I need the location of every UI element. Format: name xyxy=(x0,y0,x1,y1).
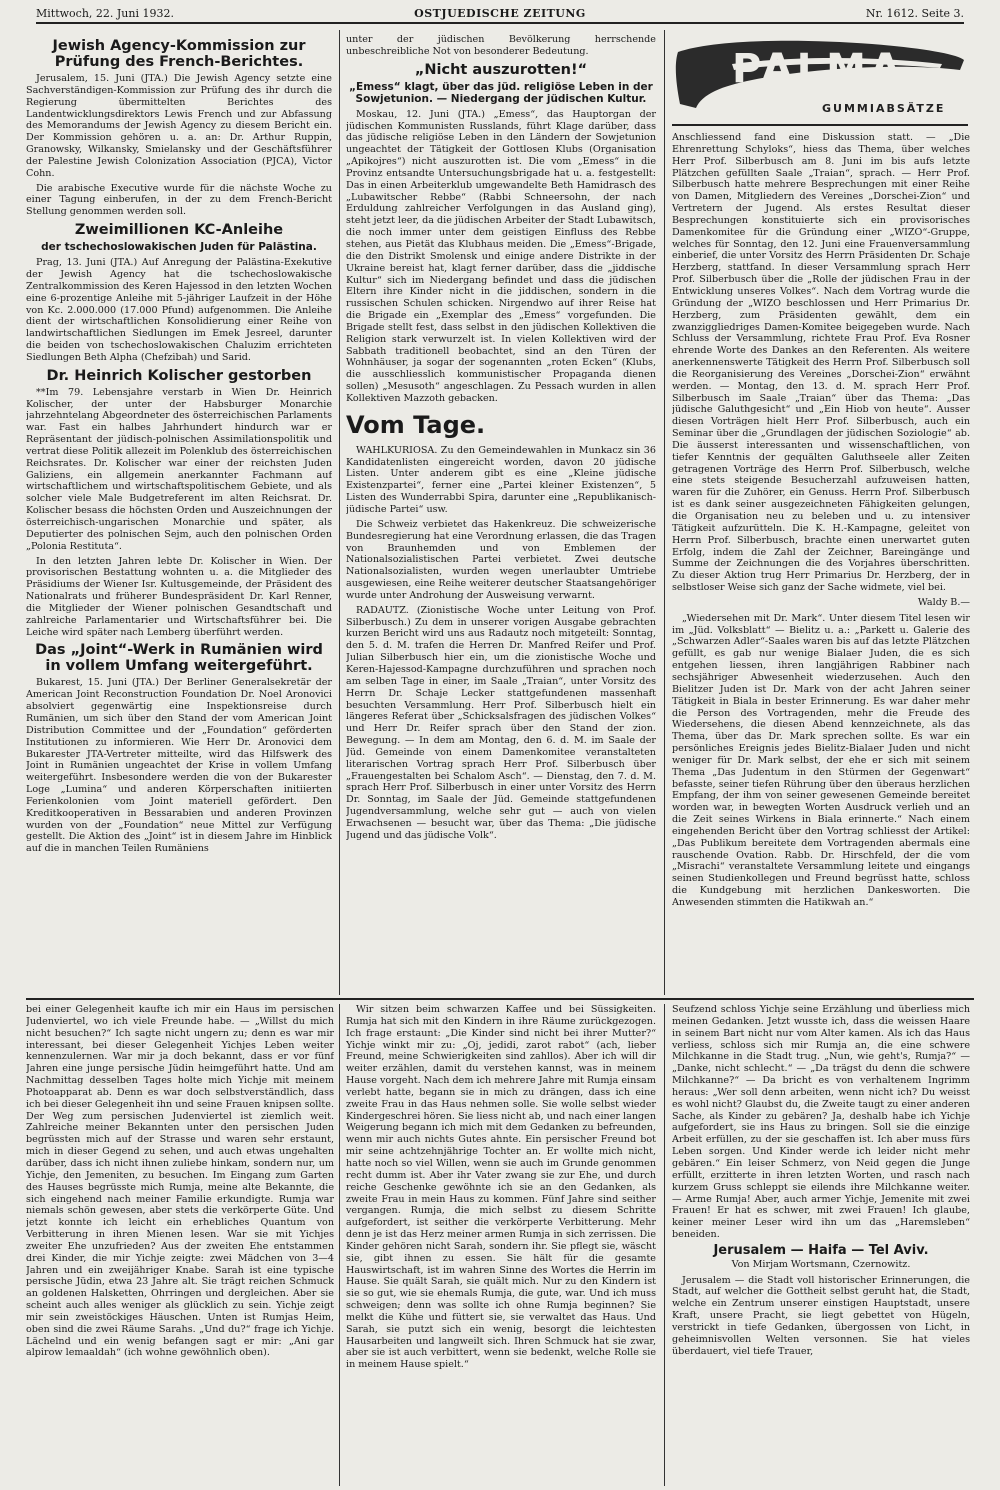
column-3 xyxy=(672,132,970,994)
article-paragraph: Jerusalem — die Stadt voll historischer Erinnerungen, die Stadt, auf welcher die Gottheit selbst geruht hat, die Stadt, welche ein Zentrum unserer einstigen Hauptstadt, unsere Kraft, unsere Pracht, sie liegt gebettet von Hügeln, verstrickt in tiefe Gedanken, übergossen von Licht, in geheimnisvollen Welten versonnen. Sie hat vieles überdauert, viel tiefe Trauer, xyxy=(672,1274,970,1357)
headline-joint-rumaenien: Das „Joint“-Werk in Rumänien wird in vollem Umfang weitergeführt. xyxy=(35,642,323,675)
article-paragraph: Die Schweiz verbietet das Hakenkreuz. Die schweizerische Bundesregierung hat eine Verordnung erlassen, die das Tragen von Braunhemden und von Emblemen der Nationalsozialistischen Partei verbietet. Zwei deutsche Nationalsozialisten, wurden wegen unerlaubter Umtriebe ausgewiesen, eine Reihe weiterer deutscher Staatsangehöriger wurde unter Androhung der Ausweisung verwarnt. xyxy=(346,518,656,601)
column-divider xyxy=(664,30,665,995)
headline-kolischer: Dr. Heinrich Kolischer gestorben xyxy=(46,367,312,384)
article-paragraph: In den letzten Jahren lebte Dr. Kolischer in Wien. Der provisorischen Bestattung wohnten u. a. die Mitglieder des Präsidiums der Wiener Isr. Kultusgemeinde, der Präsident des Nationalrats und früherer Bundespräsident Dr. Karl Renner, die Mitglieder der Wiener polnischen Gesandtschaft und zahlreiche Parlamentarier und Wirtschaftsführer bei. Die Leiche wird später nach Lemberg überführt werden. xyxy=(26,555,332,638)
article-byline: Von Mirjam Wortsmann, Czernowitz. xyxy=(731,1258,911,1270)
headline-jewish-agency: Jewish Agency-Kommission zur Prüfung des French-Berichtes. xyxy=(52,38,306,70)
headline-jerusalem-haifa: Jerusalem — Haifa — Tel Aviv. xyxy=(713,1242,929,1258)
serial-column-2 xyxy=(346,1004,656,1486)
column-divider xyxy=(339,1004,340,1486)
article-paragraph: „Wiedersehen mit Dr. Mark“. Unter diesem Titel lesen wir im „Jüd. Volksblatt“ — Bielitz u. a.: „Parkett u. Galerie des „Schwarzen Adler“-Saales waren bis auf das letzte Plätzchen gefüllt, es gab nur wenige Bialaer Juden, die es sich entgehen liessen, ihren langjährigen Rabbiner nach sechsjähriger Abwesenheit wiederzusehen. Auch den Bielitzer Juden ist Dr. Mark von der acht Jahren seiner Tätigkeit in Biala in bester Erinnerung. Es war daher mehr die Person des Vortragenden, mehr die Freude des Wiedersehens, die diesen Abend kennzeichnete, als das Thema, über das Dr. Mark sprechen sollte. Es war ein persönliches Ereignis jedes Bielitz-Bialaer Juden und nicht weniger für Dr. Mark selbst, der ehe er sich mit seinem Thema „Das Judentum in den Stürmen der Gegenwart“ befasste, seiner tiefen Rührung über den überaus herzlichen Empfang, der ihm von seiner gewesenen Gemeinde bereitet worden war, in bewegten Worten Ausdruck verlieh und an die Zeit seines Wirkens in Biala erinnerte.“ Nach einem eingehenden Bericht über den Vortrag schliesst der Artikel: „Das Publikum bereitete dem Vortragenden abermals eine rauschende Ovation. Rabb. Dr. Hirschfeld, der die vom „Misrachi“ veranstaltete Versammlung leitete und eingangs seinen Studienkollegen und Freund begrüsst hatte, schloss die Kundgebung mit herzlichen Dankesworten. Die Anwesenden stimmten die Hatikwah an.“ xyxy=(672,612,970,908)
article-paragraph: RADAUTZ. (Zionistische Woche unter Leitung von Prof. Silberbusch.) Zu dem in unserer vorigen Ausgabe gebrachten kurzen Bericht wird uns aus Radautz noch mitgeteilt: Sonntag, den 5. d. M. trafen die Herren Dr. Manfred Reifer und Prof. Julian Silberbusch hier ein, um die zionistische Woche und Keren-Hajessod-Kampagne durchzuführen und sprachen noch am selben Tage in einer, im Saale „Traian“, unter Vorsitz des Herrn Dr. Schaje Lecker stattgefundenen massenhaft besuchten Versammlung. Herr Prof. Silberbusch hielt ein längeres Referat über „Schicksalsfragen des jüdischen Volkes“ und Herr Dr. Reifer sprach über den Stand der zion. Bewegung. — In dem am Montag, den 6. d. M. im Saale der Jüd. Gemeinde von einem Damenkomitee veranstalteten literarischen Vortrag sprach Herr Prof. Silberbusch über „Frauengestalten bei Schalom Asch“. — Dienstag, den 7. d. M. sprach Herr Prof. Silberbusch in einer unter Vorsitz des Herrn Dr. Sonntag, im Saale der Jüd. Gemeinde stattgefundenen Jugendversammlung, welche sehr gut — auch von vielen Erwachsenen — besucht war, über das Thema: „Die jüdische Jugend und das jüdische Volk“. xyxy=(346,604,656,841)
column-divider xyxy=(339,30,340,995)
article-paragraph: Prag, 13. Juni (JTA.) Auf Anregung der Palästina-Exekutive der Jewish Agency hat die tschechoslowakische Zentralkommission des Keren Hajessod in den letzten Wochen eine 6-prozentige Anleihe mit 5-jähriger Laufzeit in der Höhe von Kc. 2.000.000 (17.000 Pfund) aufgenommen. Die Anleihe dient der wirtschaftlichen Konsolidierung einer Reihe von landwirtschaftlichen Siedlungen im Emek Jesreel, darunter die beiden von tschechoslowakischen Chaluzim errichteten Siedlungen Beth Alpha (Chefzibah) und Sarid. xyxy=(26,257,332,363)
article-paragraph: Bukarest, 15. Juni (JTA.) Der Berliner Generalsekretär der American Joint Reconstruction Foundation Dr. Noel Aronovici absolviert gegenwärtig eine Inspektionsreise durch Rumänien, um sich über den Stand der vom American Joint Distribution Committee und der „Foundation“ geförderten Institutionen zu informieren. Wie Herr Dr. Aronovici dem Bukarester JTA-Vertreter mitteilte, wird das Hilfswerk des Joint in Rumänien ungeachtet der Krise in vollem Umfang weitergeführt. Insbesondere werden die von der Bukarester Loge „Lumina“ und anderen Körperschaften initiierten Ferienkolonien vom Joint materiell gefördert. Den Kreditkooperativen in Bessarabien und anderen Provinzen wurden von der „Foundation“ neue Mittel zur Verfügung gestellt. Die Aktion des „Joint“ ist in diesem Jahre im Hinblick auf die in manchen Teilen Rumäniens xyxy=(26,677,332,855)
ad-border xyxy=(672,124,968,126)
article-paragraph: unter der jüdischen Bevölkerung herrschende unbeschreibliche Not von besonderer Bedeutung. xyxy=(346,34,656,57)
article-paragraph: **Im 79. Lebensjahre verstarb in Wien Dr. Heinrich Kolischer, der unter der Habsburger Monarchie jahrzehntelang Abgeordneter des österreichischen Parlaments war. Fast ein halbes Jahrhundert hindurch war er Repräsentant der jüdisch-polnischen Assimilationspolitik und vertrat diese Politik allezeit im Polenklub des österreichischen Reichsrates. Dr. Kolischer war einer der reichsten Juden Galiziens, ein allgemein anerkannter Fachmann auf wirtschaftlichem und wirtschaftspolitischem Gebiete, und als solcher viele Male Budgetreferent im alten Reichsrat. Dr. Kolischer besass die höchsten Orden und Auszeichnungen der österreichisch-ungarischen Monarchie und später, als Deputierter des polnischen Sejm, auch den polnischen Orden „Polonia Restituta“. xyxy=(26,386,332,552)
serial-paragraph: Seufzend schloss Yichje seine Erzählung und überliess mich meinen Gedanken. Jetzt wusste ich, dass die weissen Haare in seinem Bart nicht nur vom Alter kamen. Als ich das Haus verliess, schloss sich mir Rumja an, die eine schwere Milchkanne in die Stadt trug. „Nun, wie geht's, Rumja?“ — „Danke, nicht schlecht.“ — „Da trägst du denn die schwere Milchkanne?“ — Da bricht es von verhaltenem Ingrimm heraus: „Wer soll denn arbeiten, wenn nicht ich? Du weisst es wohl nicht? Glaubst du, die Zweite taugt zu einer anderen Sache, als Kinder zu gebären? Ja, deshalb habe ich Yichje aufgefordert, sie ins Haus zu bringen. Soll sie die einzige Arbeit erfüllen, zu der sie geschaffen ist. Ich aber muss fürs Leben sorgen. Und Kinder werde ich leider nicht mehr gebären.“ Ein leiser Schmerz, von Neid gegen die Junge erfüllt, erzitterte in ihren letzten Worten, und rasch nach kurzem Gruss schleppt sie eilends ihre Milchkanne weiter. — Arme Rumja! Aber, auch armer Yichje, Jemenite mit zwei Frauen! Er hat es schwer, mit zwei Frauen! Ich glaube, keiner meiner Leser wird ihn um das „Haremsleben“ beneiden. xyxy=(672,1004,970,1241)
headline-nicht-auszurotten: „Nicht auszurotten!“ xyxy=(414,61,588,78)
article-signature: Waldy B.— xyxy=(917,596,970,608)
section-divider xyxy=(26,998,974,1000)
subheadline-emess: „Emess“ klagt, über das jüd. religiöse Leben in der Sowjetunion. — Niedergang der jüdischen Kultur. xyxy=(349,80,653,105)
column-2 xyxy=(346,34,656,994)
article-paragraph: WAHLKURIOSA. Zu den Gemeindewahlen in Munkacz sin 36 Kandidatenlisten eingereicht worden, davon 20 jüdische Listen. Unter anderem gibt es eine „Kleine jüdische Existenzpartei“, ferner eine „Partei kleiner Existenzen“, 5 Listen des Wunderrabbi Spira, darunter eine „Republikanisch-jüdische Partei“ usw. xyxy=(346,444,656,515)
serial-paragraph: Wir sitzen beim schwarzen Kaffee und bei Süssigkeiten. Rumja hat sich mit den Kindern in ihre Räume zurückgezogen. Ich frage erstaunt: „Die Kinder sind nicht bei ihrer Mutter?“ Yichje winkt mir zu: „Oj, jedidi, zarot rabot“ (ach, lieber Freund, meine Schwierigkeiten sind zahllos). Aber ich will dir weiter erzählen, damit du verstehen kannst, was in meinem Hause vorgeht. Nach dem ich mehrere Jahre mit Rumja einsam verlebt hatte, begann sie in mich zu drängen, dass ich eine zweite Frau in das Haus nehmen solle. Sie wolle selbst wieder Kindergeschrei hören. Sie liess nicht ab, und nach einer langen Weigerung begann ich mich mit dem Gedanken zu befreunden, wenn mir auch nichts Gutes ahnte. Ein persischer Freund bot mir seine achtzehnjährige Tochter an. Er wollte mich nicht, hatte noch so viel Willen, wenn sie auch im Grunde genommen recht dumm ist. Aber ihr Vater zwang sie zur Ehe, und durch reiche Geschenke gewöhnte ich sie an den Gedanken, als zweite Frau in mein Haus zu kommen. Fünf Jahre sind seither vergangen. Rumja, die mich selbst zu diesem Schritte aufgefordert, ist seither die verkörperte Verbitterung. Mehr denn je ist das Herz meiner armen Rumja in sich zerrissen. Die Kinder gehören nicht Sarah, sondern ihr. Sie pflegt sie, wäscht sie, gibt ihnen zu essen. Sie hält für die gesamte Hauswirtschaft, ist im wahren Sinne des Wortes die Herrin im Hause. Sie quält Sarah, sie quält mich. Nur zu den Kindern ist sie so gut, wie sie ehemals Rumja, die gute, war. Und ich muss schweigen; denn was sollte ich ohne Rumja beginnen? Sie melkt die Kühe und füttert sie, sie verwaltet das Haus. Und Sarah, sie putzt sich ein wenig, besorgt die leichtesten Hausarbeiten und langweilt sich. Ihren Schmuck hat sie zwar, aber sie ist auch verbittert, wenn sie bedenkt, welche Rolle sie in meinem Hause spielt.“ xyxy=(346,1004,656,1371)
article-paragraph: Jerusalem, 15. Juni (JTA.) Die Jewish Agency setzte eine Sachverständigen-Kommission zur Prüfung des ihr durch die Regierung übermittelten Berichtes des Landentwicklungsdirektors Lewis French und zur Abfassung des Memorandums der Jewish Agency zu diesem Bericht ein. Der Kommission gehören u. a. an: Dr. Arthur Ruppin, Granowsky, Wilkansky, Smielansky und der Geschäftsführer der Palestine Jewish Colonization Association (PJCA), Victor Cohn. xyxy=(26,73,332,179)
serial-column-1 xyxy=(26,1004,334,1486)
article-paragraph: Anschliessend fand eine Diskussion statt. — „Die Ehrenrettung Schyloks“, hiess das Thema, über welches Herr Prof. Silberbusch am 8. Juni im bis aufs letzte Plätzchen gefüllten Saale „Traian“, sprach. — Herr Prof. Silberbusch hatte mehrere Besprechungen mit einer Reihe von Damen, Mitgliedern des Vereines „Dorschei-Zion“ und Vertretern der Jugend. Als erstes Resultat dieser Besprechungen konstituierte sich ein provisorisches Damenkomitee für die Gründung einer „WIZO“-Gruppe, welches für Sonntag, den 12. Juni eine Frauenversammlung einberief, die unter Vorsitz des Herrn Präsidenten Dr. Schaje Herzberg, stattfand. In dieser Versammlung sprach Herr Prof. Silberbusch über die „Rolle der jüdischen Frau in der Entwicklung unseres Volkes“. Nach dem Vortrag wurde die Gründung der „WIZO beschlossen und Herr Primarius Dr. Herzberg, zum Präsidenten gewählt, dem ein zwanziggliedriges Damen-Komitee beigegeben wurde. Nach Schluss der Versammlung, richtete Frau Prof. Eva Rosner ehrende Worte des Dankes an den Referenten. Als weitere anerkennenswerte Tätigkeit des Herrn Prof. Silberbusch soll die Reorganisierung des Vereines „Dorschei-Zion“ erwähnt werden. — Montag, den 13. d. M. sprach Herr Prof. Silberbusch im Saale „Traian“ über das Thema: „Das jüdische Galuthgesicht“ und „Ein Hiob von heute“. Ausser diesen Vorträgen hielt Herr Prof. Silberbusch, auch ein Seminar über die „Grundlagen der jüdischen Soziologie“ ab. Die äusserst interessanten und wissenschaftlichen, von tiefer Kenntnis der gequälten Galuthseele aller Zeiten getragenen Vorträge des Herrn Prof. Silberbusch, welche eine stets steigende Besucherzahl aufzuweisen hatten, waren für die Zuhörer, ein Genuss. Herrn Prof. Silberbusch ist es dank seiner ausgezeichneten Fähigkeiten gelungen, die Organisation neu zu beleben und u. zu intensiver Tätigkeit aufzurütteln. Die K. H.-Kampagne, geleitet von Herrn Prof. Silberbusch, brachte einen unerwartet guten Erfolg, indem die Zahl der Zeichner, Bareingänge und Summe der Zeichnungen die des Vorjahres überschritten. Zu dieser Aktion trug Herr Primarius Dr. Herzberg, der in selbstloser Weise sich ganz der Sache widmete, viel bei. xyxy=(672,132,970,594)
article-paragraph: Moskau, 12. Juni (JTA.) „Emess“, das Hauptorgan der jüdischen Kommunisten Russlands, führt Klage darüber, dass das jüdische religiöse Leben in den Ländern der Sowjetunion ungeachtet der Tätigkeit der Gottlosen Klubs (Organisation „Apikojres“) nicht auszurotten ist. Die vom „Emess“ in die Provinz entsandte Untersuchungsbrigade hat u. a. festgestellt: Das in einen Arbeiterklub umgewandelte Beth Hamidrasch des „Lubawitscher Rebbe“ (Rabbi Schneersohn, der nach Erduldung zahlreicher Verfolgungen in das Ausland ging), steht jetzt leer, da die jüdischen Arbeiter der Stadt Lubawitsch, die noch immer unter dem geistigen Einfluss des Rebbe stehen, aus Pietät das Klubhaus meiden. Die „Emess“-Brigade, die den Distrikt Smolensk und einige andere Distrikte in der Ukraine bereist hat, klagt ferner darüber, dass die „jiddische Kultur“ sich im Niedergang befindet und dass die jüdischen Eltern ihre Kinder nicht in die jiddischen, sondern in die russischen Schulen schicken. Nirgendwo auf ihrer Reise hat die Brigade ein „Exemplar des „Emess“ vorgefunden. Die Brigade stellt fest, dass selbst in den jüdischen Kollektiven die Religion stark verwurzelt ist. In vielen Kollektiven wird der Sabbath traditionell beobachtet, sind an den Türen der Wohnhäuser, ja sogar der sogenannten „roten Ecken“ (Klubs, die ausschliesslich kommunistischer Propaganda dienen sollen) „Mesusoth“ angeschlagen. Zu Pessach wurden in allen Kollektiven Mazzoth gebacken. xyxy=(346,108,656,404)
advertisement-palma xyxy=(672,34,968,126)
ad-tagline: GUMMIABSÄTZE xyxy=(822,102,946,115)
serial-column-3 xyxy=(672,1004,970,1486)
subheadline-kc-anleihe: der tschechoslowakischen Juden für Palästina. xyxy=(41,241,317,254)
headline-kc-anleihe: Zweimillionen KC-Anleihe xyxy=(74,222,284,239)
issue-date: Mittwoch, 22. Juni 1932. xyxy=(36,7,174,20)
serial-paragraph: bei einer Gelegenheit kaufte ich mir ein Haus im persischen Judenviertel, wo ich viele Freunde habe. — „Willst du mich nicht besuchen?“ Ich sagte nicht ungern zu; denn es war mir interessant, bei dieser Gelegenheit Yichjes Leben weiter kennenzulernen. War mir ja doch bekannt, dass er vor fünf Jahren eine junge persische Jüdin heimgeführt hatte. Und am Nachmittag desselben Tages holte mich Yichje mit meinem Photoapparat ab. Denn es war doch selbstverständlich, dass ich bei dieser Gelegenheit ihn und seine Frauen knipsen sollte. Der Weg zum persischen Judenviertel ist ziemlich weit. Zahlreiche meiner Bekannten unter den persischen Juden begrüssten mich auf der Strasse und waren sehr erstaunt, mich in dieser Gegend zu sehen, und auch etwas ungehalten darüber, dass ich nicht ihnen zuliebe hinkam, sondern nur, um Yichje, den Jemeniten, zu besuchen. Im Eingang zum Garten des Hauses begrüsste mich Rumja, meine alte Bekannte, die sich eingehend nach meiner Familie erkundigte. Rumja war niemals schön gewesen, aber stets die verkörperte Güte. Und jetzt konnte ich leicht ein erhebliches Quantum von Verbitterung in ihren Mienen lesen. War sie mit Yichjes zweiter Ehe unzufrieden? Aus der zweiten Ehe entstammen drei Kinder, die mir Yichje zeigte: zwei Mädchen von 3—4 Jahren und ein zweijähriger Knabe. Sarah ist eine typische persische Jüdin, etwa 23 Jahre alt. Sie trägt reichen Schmuck an goldenen Halsketten, Ohrringen und dergleichen. Aber sie scheint auch alles weniger als glücklich zu sein. Yichje zeigt mir sein zweistöckiges Häuschen. Unten ist Rumjas Heim, oben sind die zwei Räume Sarahs. „Und du?“ frage ich Yichje. Lächelnd und ein wenig befangen sagt er mir: „Ani gar alpirow lemaaldah“ (ich wohne gewöhnlich oben). xyxy=(26,1004,334,1359)
column-1 xyxy=(26,34,332,994)
ad-brand: PALMA xyxy=(732,46,905,92)
article-paragraph: Die arabische Executive wurde für die nächste Woche zu einer Tagung einberufen, in der zu dem French-Bericht Stellung genommen werden soll. xyxy=(26,182,332,218)
newspaper-title: OSTJUEDISCHE ZEITUNG xyxy=(414,7,586,20)
page-number: Nr. 1612. Seite 3. xyxy=(865,7,964,20)
section-title-vom-tage: Vom Tage. xyxy=(346,410,486,439)
column-divider xyxy=(664,1004,665,1486)
page-header xyxy=(36,4,964,24)
